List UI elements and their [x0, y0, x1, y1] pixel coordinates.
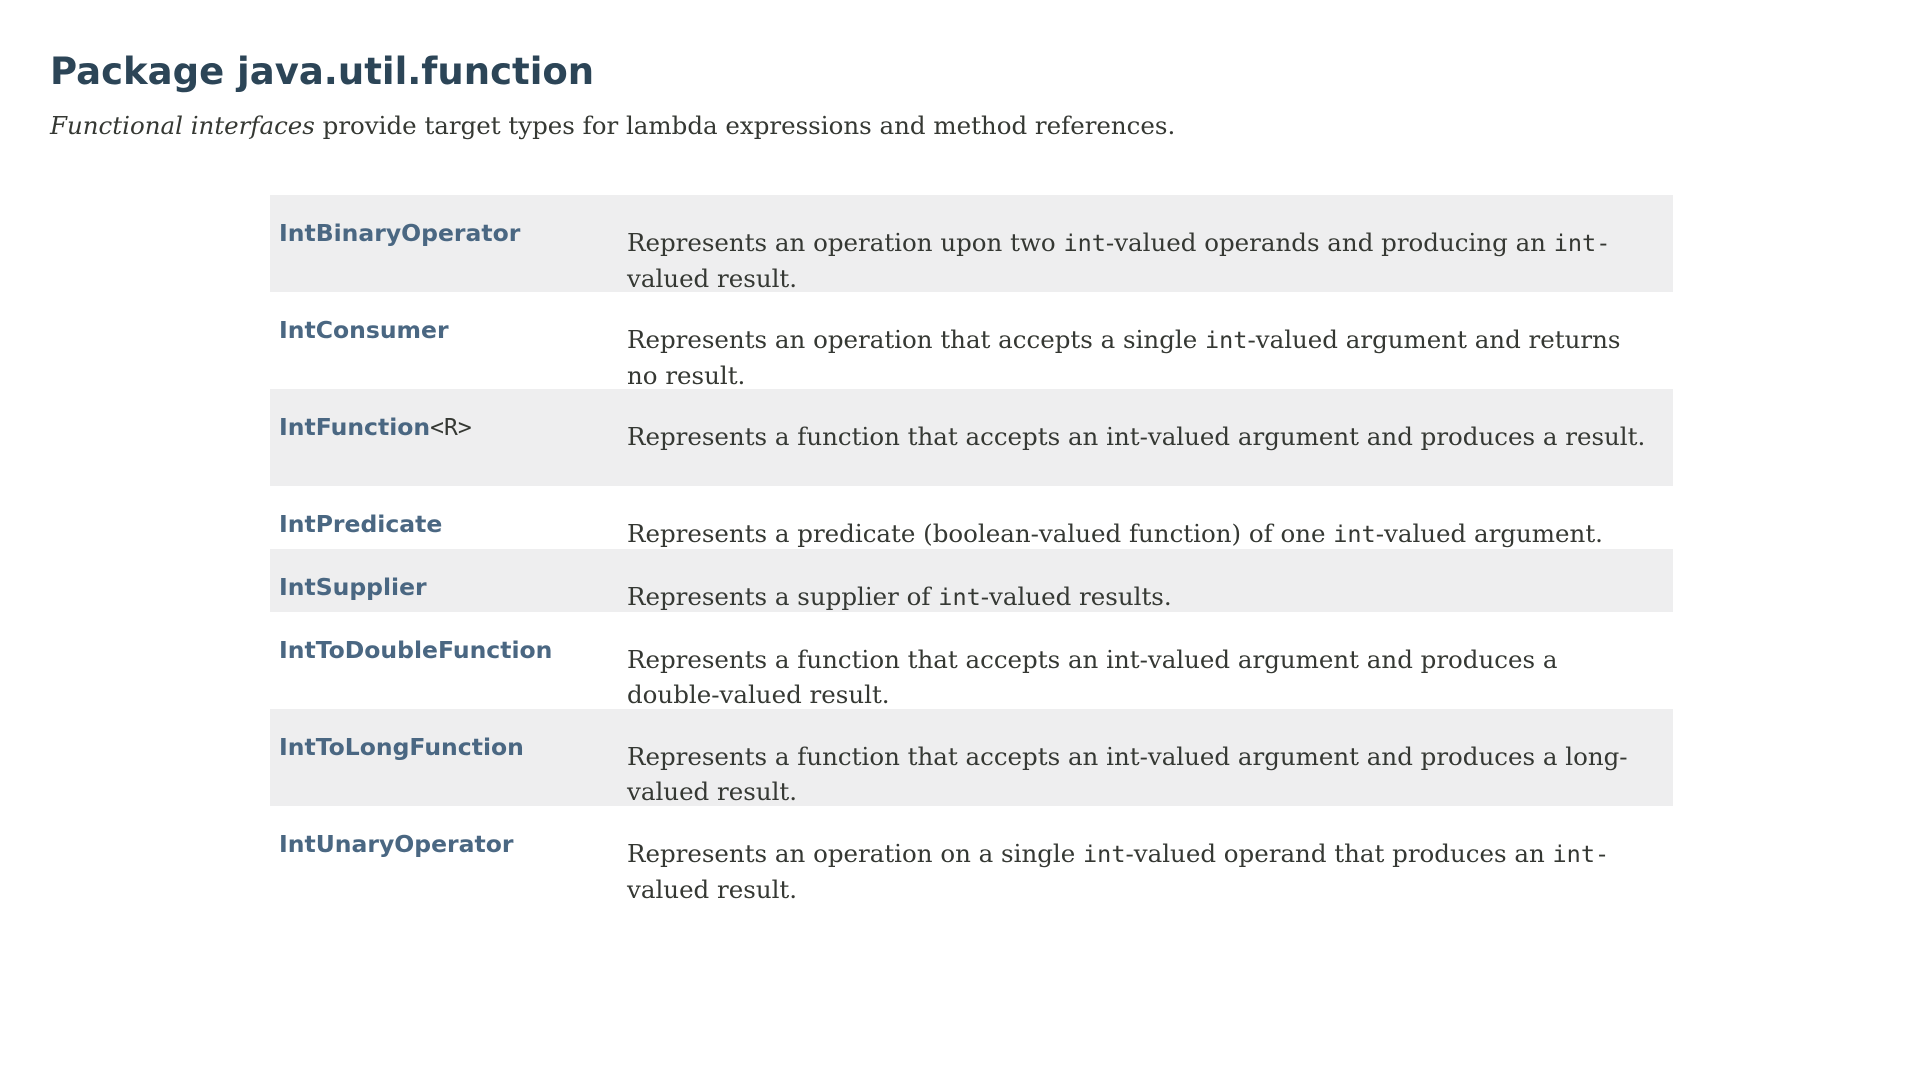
- description-text: Represents a function that accepts an int-valued argument and produces a double-valued result.: [627, 645, 1558, 709]
- type-parameters: <R>: [430, 415, 472, 441]
- interface-name-cell: [270, 814, 627, 893]
- subtitle-text: provide target types for lambda expressions and method references.: [314, 111, 1176, 140]
- description-text: -valued argument and returns no result.: [627, 325, 1621, 390]
- interface-name-cell: [270, 494, 627, 539]
- description-text: -valued results.: [980, 582, 1172, 611]
- table-row: [270, 389, 1673, 486]
- subtitle-emphasis: Functional interfaces: [50, 111, 315, 140]
- interface-name-cell: [270, 717, 627, 796]
- description-text: -valued argument.: [1375, 519, 1603, 548]
- interface-name-cell: [270, 397, 627, 476]
- interface-summary-table: [270, 195, 1673, 903]
- code-text: int: [1205, 326, 1248, 354]
- code-text: int: [1063, 229, 1106, 257]
- interface-description: [627, 814, 1673, 904]
- interface-description: [627, 300, 1673, 390]
- interface-name-cell: [270, 557, 627, 602]
- code-text: int: [1083, 840, 1126, 868]
- table-row: [270, 195, 1673, 292]
- interface-link[interactable]: IntUnaryOperator: [279, 830, 514, 858]
- description-text: -valued operands and producing an: [1105, 228, 1554, 257]
- description-text: Represents a function that accepts an int-valued argument and produces a result.: [627, 422, 1646, 451]
- description-text: Represents a predicate (boolean-valued function) of one: [627, 519, 1334, 548]
- table-row: [270, 549, 1673, 612]
- interface-name-cell: [270, 203, 627, 282]
- description-text: -valued operand that produces an: [1125, 839, 1553, 868]
- table-row: [270, 612, 1673, 709]
- description-text: valued result.: [627, 875, 798, 904]
- interface-link[interactable]: IntFunction: [279, 413, 431, 441]
- interface-link[interactable]: IntToLongFunction: [279, 733, 524, 761]
- interface-description: [627, 620, 1673, 709]
- table-row: [270, 806, 1673, 903]
- table-row: [270, 709, 1673, 806]
- interface-link[interactable]: IntBinaryOperator: [279, 219, 521, 247]
- package-description: [50, 111, 1175, 140]
- interface-link[interactable]: IntConsumer: [279, 316, 449, 344]
- interface-description: [627, 717, 1673, 806]
- description-text: valued result.: [627, 264, 798, 293]
- description-text: Represents an operation on a single: [627, 839, 1084, 868]
- interface-description: [627, 494, 1673, 548]
- code-text: int-: [1553, 229, 1611, 257]
- interface-description: [627, 397, 1673, 476]
- interface-description: [627, 203, 1673, 293]
- description-text: Represents a function that accepts an int-valued argument and produces a long-valued result.: [627, 742, 1628, 806]
- interface-link[interactable]: IntPredicate: [279, 510, 443, 538]
- interface-link[interactable]: IntToDoubleFunction: [279, 636, 553, 664]
- interface-description: [627, 557, 1673, 611]
- page-title: Package java.util.function: [50, 50, 595, 93]
- code-text: int: [938, 583, 981, 611]
- description-text: Represents a supplier of: [627, 582, 939, 611]
- code-text: int-: [1552, 840, 1610, 868]
- code-text: int: [1333, 520, 1376, 548]
- interface-name-cell: [270, 620, 627, 699]
- interface-link[interactable]: IntSupplier: [279, 573, 427, 601]
- description-text: Represents an operation that accepts a single: [627, 325, 1206, 354]
- table-row: [270, 292, 1673, 389]
- description-text: Represents an operation upon two: [627, 228, 1064, 257]
- interface-name-cell: [270, 300, 627, 379]
- table-row: [270, 486, 1673, 549]
